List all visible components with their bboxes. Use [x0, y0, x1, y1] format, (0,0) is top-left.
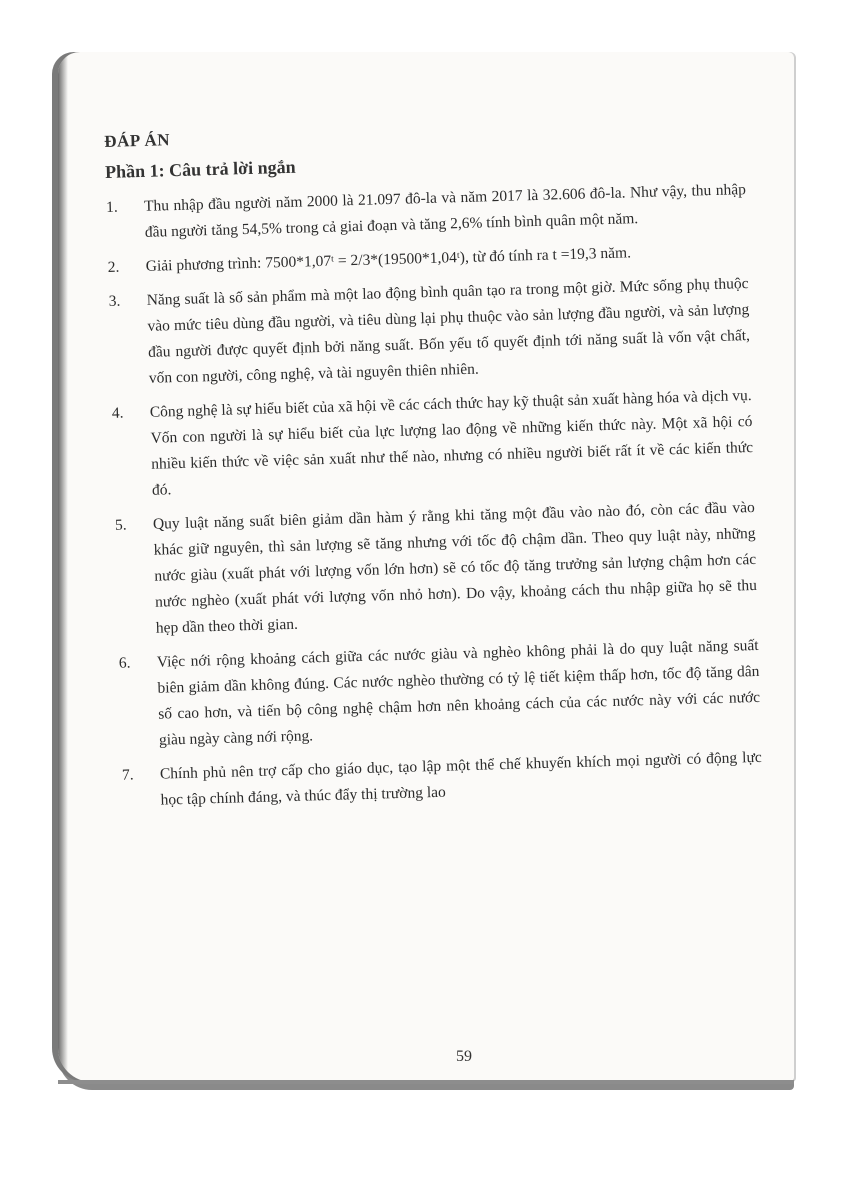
item-number: 5.: [114, 516, 127, 534]
answer-list: [106, 177, 763, 815]
page-content: [104, 114, 763, 823]
item-number: 6.: [118, 654, 131, 672]
answer-item-5: [115, 495, 758, 643]
item-number: 1.: [105, 198, 118, 216]
scan-bottom-edge: [58, 1080, 794, 1084]
item-text: Quy luật năng suất biên giảm dần hàm ý rằng khi tăng một đầu vào nào đó, còn các đầu vào khác giữ nguyên, thì sản lượng sẽ tăng nhưng với tốc độ chậm dần. Theo quy luật này, những nước giàu (xuất phát với lượng vốn lớn hơn) sẽ có tốc độ tăng trưởng sản lượng chậm hơn các nước nghèo (xuất phát với lượng vốn nhỏ hơn). Do vậy, khoảng cách thu nhập giữa họ sẽ thu hẹp dần theo thời gian.: [152, 498, 758, 637]
answer-item-4: [112, 383, 755, 505]
answer-item-3: [108, 271, 751, 393]
item-number: 3.: [108, 292, 121, 310]
item-number: 4.: [111, 404, 124, 422]
answer-heading: ĐÁP ÁN: [104, 130, 171, 151]
item-number: 2.: [107, 258, 120, 276]
item-text: Việc nới rộng khoảng cách giữa các nước giàu và nghèo không phải là do quy luật năng suất biên giảm dần không đúng. Các nước nghèo thường có tỷ lệ tiết kiệm thấp hơn, tốc độ tăng dân số cao hơn, và tiến bộ công nghệ chậm hơn nên khoảng cách của các nước này với các nước giàu ngày càng nới rộng.: [156, 636, 761, 749]
answer-item-7: [122, 745, 763, 815]
item-text: Công nghệ là sự hiểu biết của xã hội về các cách thức hay kỹ thuật sản xuất hàng hóa và dịch vụ. Vốn con người là sự hiểu biết của lực lượng lao động về những kiến thức này. Một xã hội có nhiều kiến thức về việc sản xuất như thế nào, nhưng có nhiều người biết rất ít về các kiến thức đó.: [149, 387, 754, 499]
item-text: Chính phủ nên trợ cấp cho giáo dục, tạo lập một thể chế khuyến khích mọi người có động lực học tập chính đáng, và thúc đẩy thị trường lao: [159, 748, 762, 809]
item-text: Năng suất là số sản phẩm mà một lao động bình quân tạo ra trong một giờ. Mức sống phụ thuộc vào mức tiêu dùng đầu người, và tiêu dùng lại phụ thuộc vào sản lượng đầu người, và sản lượng đầu người được quyết định bởi năng suất. Bốn yếu tố quyết định tới năng suất là vốn vật chất, vốn con người, công nghệ, và tài nguyên thiên nhiên.: [146, 275, 751, 387]
answer-item-1: [106, 177, 747, 247]
answer-item-6: [118, 633, 761, 755]
part-title: Phần 1: Câu trả lời ngắn: [104, 156, 296, 182]
scanned-page: [58, 52, 794, 1082]
page-number: 59: [456, 1048, 472, 1065]
item-text: Giải phương trình: 7500*1,07ᵗ = 2/3*(19500*1,04ᵗ), từ đó tính ra t =19,3 năm.: [145, 244, 632, 275]
item-text: Thu nhập đầu người năm 2000 là 21.097 đô-la và năm 2017 là 32.606 đô-la. Như vậy, thu nhập đầu người tăng 54,5% trong cả giai đoạn và tăng 2,6% tính bình quân một năm.: [143, 181, 747, 241]
item-number: 7.: [121, 766, 134, 784]
